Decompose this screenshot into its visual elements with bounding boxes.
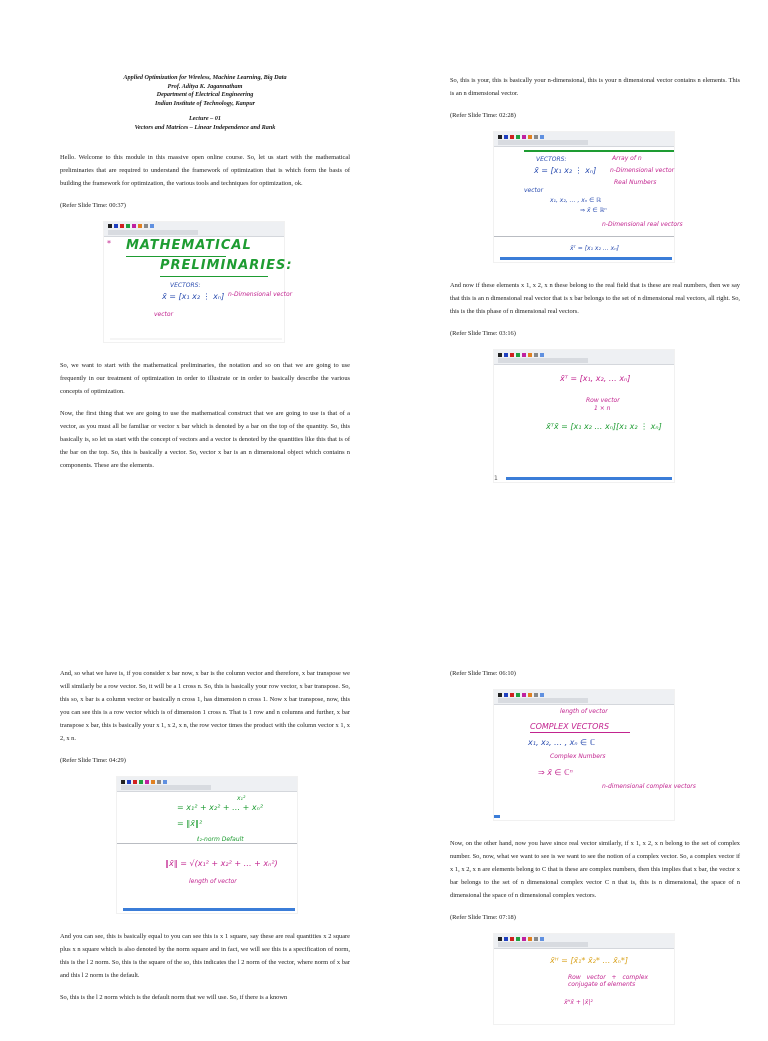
slide-complex-vectors (493, 689, 696, 821)
complex-vectors-heading: COMPLEX VECTORS (530, 722, 610, 731)
department-name: Department of Electrical Engineering (156, 91, 254, 99)
slide-time-ref: (Refer Slide Time: 03:16) (450, 330, 516, 337)
slide-l2-norm (116, 776, 298, 914)
paragraph: And, so what we have is, if you consider x bar now, x bar is the column vector and therefore, x bar transpose we will similarly be a row vector. So, it will be a 1 cross n. So, this is basically your row vector, x bar transpose. So, this so, x bar is a column vector or basically n cross 1, has dimension n cross 1. Now x bar transpose, now, this you can see this is a row vector which is of dimension 1 cross n. That is 1 row and n columns and further, x bar transpose x bar, this is basically your x 1, x 2, x n, the row vector times the product with the column vector x 1, x 2, x n. (60, 670, 350, 742)
implies-complex-space: ⇒ x̄ ∈ ℂⁿ (538, 768, 573, 777)
paragraph: And you can see, this is basically equal to you can see this is x 1 square, say these are real quantities x 2 square plus x n square which is also denoted by the norm square and in fact, we will see this is a specification of norm, this is the l 2 norm. So, this is the square of the so, this indicates the l 2 norm of the vector, where norm of x bar and this l 2 norm is the default. (60, 933, 350, 979)
paragraph: Now, the first thing that we are going to use the mathematical construct that we are going to use is that of a vector, as you must all be familiar or vector x bar which is denoted by a bar on the top of the quantity. So, this basically is, so let us start with the concept of vectors and a vector is denoted by the quantities like this that is of the bar on the top. So, this is basically a vector. So, vector x bar is an n dimensional object which contains n components. These are the elements. (60, 409, 350, 469)
slide-row-vector (493, 349, 675, 483)
slide-heading-1: MATHEMATICAL (126, 237, 252, 253)
vector-annotation: vector (154, 310, 174, 318)
slide-mathematical-preliminaries (103, 221, 293, 343)
lecture-title: Vectors and Matrices – Linear Independence and Rank (134, 123, 276, 131)
page-number: 1 (494, 475, 498, 482)
length-annotation: length of vector (189, 878, 237, 885)
slide-real-vectors (493, 131, 683, 263)
slide-toolbar (494, 934, 674, 949)
vectors-label: VECTORS: (170, 281, 201, 289)
hermitian-annotation: Row vector + complex conjugate of elements (568, 974, 648, 988)
vectors-label: VECTORS: (536, 156, 567, 163)
slide-time-ref: (Refer Slide Time: 07:18) (450, 914, 516, 921)
hermitian-product: x̄ᴴx̄ + |x̄|² (564, 999, 593, 1006)
transpose-equation: x̄ᵀ = [x₁ x₂ … xₙ] (570, 245, 619, 252)
slide-time-ref: (Refer Slide Time: 06:10) (450, 670, 516, 677)
complex-numbers-annotation: Complex Numbers (550, 753, 606, 760)
l2-norm-equation: ‖x̄‖ = √(x₁² + x₂² + … + xₙ²) (165, 859, 278, 868)
default-norm-annotation: ℓ₂-norm Default (197, 836, 244, 843)
norm-squared: = ‖x̄‖² (177, 819, 203, 828)
paragraph: So, this is your, this is basically your n-dimensional, this is your n dimensional vector contains n elements. This is an n dimensional vector. (450, 77, 740, 97)
paragraph: And now if these elements x 1, x 2, x n these belong to the real field that is these are real numbers, then we say that this is an n dimensional real vector that is x bar belongs to the set of n dimensional real vectors, all right. So, this is the this phase of n dimensional real vectors. (450, 282, 740, 315)
dimension-annotation: n-Dimensional vector (228, 290, 293, 298)
lecture-number: Lecture – 01 (189, 115, 221, 123)
paragraph: Now, on the other hand, now you have since real vector similarly, if x 1, x 2, x n belong to the set of complex number. So, now, what we want to see is we want to see the notion of a complex vector. So, a complex vector if x 1, x 2, x n are elements belong to C that is these are complex numbers, then this implies that x bar, the vector x bar belongs to the set of n dimensional complex vector C n that is, this is n dimensional, the space of n dimensional the space of n dimensional complex vectors. (450, 840, 740, 899)
dimension-annotation: n-Dimensional vector (610, 167, 675, 174)
author-name: Prof. Aditya K. Jagannatham (167, 82, 243, 90)
paragraph: So, we want to start with the mathematical preliminaries, the notation and so on that we are going to use frequently in our treatment of optimization in order to illustrate or in order to basically describe the various concepts of optimization. (60, 361, 350, 395)
slide-time-ref: (Refer Slide Time: 02:28) (450, 112, 516, 119)
paragraph: So, this is the l 2 norm which is the default norm that we will use. So, if there is a known (60, 994, 288, 1001)
dimension-annotation: 1 × n (594, 405, 611, 412)
slide-time-ref: (Refer Slide Time: 00:37) (60, 201, 126, 209)
length-annotation: length of vector (560, 708, 608, 715)
paragraph: Hello. Welcome to this module in this massive open online course. So, let us start with the mathematical preliminaries that are required to understand the framework of optimization that is which form the basis of building the framework for optimization, the various tools and techniques for optimization, ok. (60, 153, 350, 187)
top-partial-term: x₁² (237, 795, 246, 802)
implies-real-space: ⇒ x̄ ∈ ℝⁿ (580, 207, 607, 214)
array-annotation: Array of n (612, 155, 642, 162)
slide-toolbar (494, 350, 674, 365)
slide-toolbar (494, 690, 674, 705)
complex-space-annotation: n-dimensional complex vectors (602, 783, 696, 790)
institute-name: Indian Institute of Technology, Kanpur (154, 99, 256, 107)
real-numbers-annotation: Real Numbers (614, 179, 657, 186)
slide-toolbar (104, 222, 284, 237)
slide-toolbar (494, 132, 674, 147)
elements-real: x₁, x₂, … , xₙ ∈ ℝ (550, 197, 601, 204)
real-space-annotation: n-Dimensional real vectors (602, 221, 683, 228)
slide-hermitian (493, 933, 675, 1025)
vector-annotation: vector (524, 187, 544, 194)
course-title: Applied Optimization for Wireless, Machine Learning, Big Data (123, 74, 287, 81)
slide-toolbar (117, 777, 297, 792)
lecture-header (60, 74, 350, 133)
vector-equation: x̄ = [x₁ x₂ ⋮ xₙ] (534, 166, 597, 175)
row-vector-annotation: Row vector (586, 397, 620, 404)
page-bottom-left (60, 667, 350, 1013)
row-vector-equation: x̄ᵀ = [x₁, x₂, … xₙ] (560, 374, 631, 383)
slide-time-ref: (Refer Slide Time: 04:29) (60, 757, 126, 764)
inner-product-equation: x̄ᵀx̄ = [x₁ x₂ … xₙ][x₁ x₂ ⋮ xₙ] (546, 422, 662, 431)
elements-complex: x₁, x₂, … , xₙ ∈ ℂ (528, 738, 596, 747)
vector-equation: x̄ = [x₁ x₂ ⋮ xₙ] (162, 291, 225, 301)
page-bottom-right (450, 667, 740, 1041)
slide-heading-2: PRELIMINARIES: (160, 257, 293, 273)
bullet-star: * (107, 238, 111, 248)
sum-of-squares: = x₁² + x₂² + … + xₙ² (177, 803, 264, 812)
hermitian-row-equation: x̄ᴴ = [x̄₁* x̄₂* … x̄ₙ*] (550, 956, 628, 965)
page-top-right (450, 74, 740, 499)
page-top-left (60, 74, 350, 481)
